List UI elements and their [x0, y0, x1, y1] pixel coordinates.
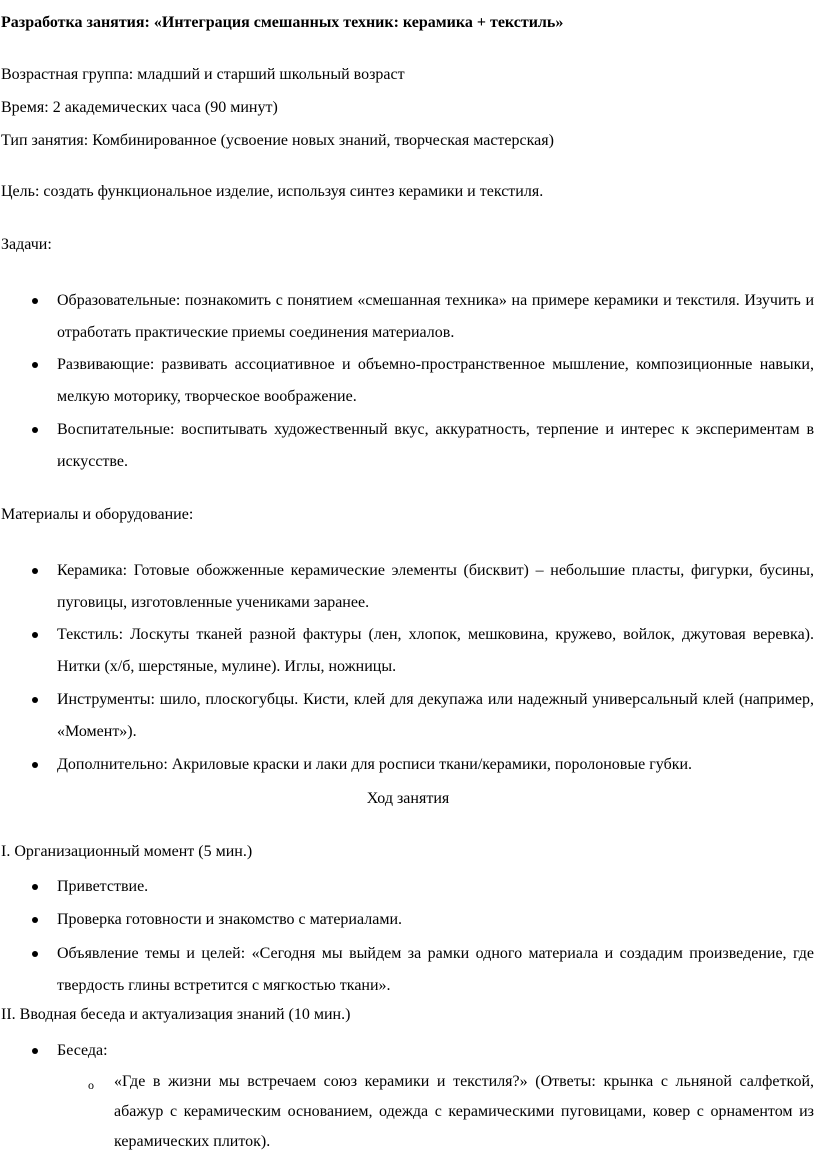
bullet-icon: [32, 1048, 38, 1054]
bullet-icon: [32, 362, 38, 368]
time-line: Время: 2 академических часа (90 минут): [1, 99, 278, 116]
bullet-icon: [32, 568, 38, 574]
section2-heading: II. Вводная беседа и актуализация знаний (10 мин.): [1, 1006, 351, 1023]
lesson-type-line: Тип занятия: Комбинированное (усвоение новых знаний, творческая мастерская): [1, 132, 554, 149]
task-item-educational: Образовательные: познакомить с понятием «смешанная техника» на примере керамики и текстиля. Изучить и отработать практические приемы соединения материалов.: [57, 292, 814, 341]
material-item-ceramics: Керамика: Готовые обожженные керамические элементы (бисквит) – небольшие пласты, фигурки, бусины, пуговицы, изготовленные учениками заранее.: [57, 562, 814, 611]
tasks-heading: Задачи:: [1, 236, 52, 253]
section1-item-greeting: Приветствие.: [57, 878, 149, 895]
material-item-additional: Дополнительно: Акриловые краски и лаки для росписи ткани/керамики, поролоновые губки.: [57, 756, 693, 773]
course-heading: Ход занятия: [366, 790, 450, 807]
materials-heading: Материалы и оборудование:: [1, 506, 194, 523]
bullet-icon: [32, 298, 38, 304]
task-item-upbringing: Воспитательные: воспитывать художественный вкус, аккуратность, терпение и интерес к экспериментам в искусстве.: [57, 421, 814, 470]
section2-subitem-question: «Где в жизни мы встречаем союз керамики и текстиля?» (Ответы: крынка с льняной салфеткой, абажур с керамическим основанием, одежда с керамическими пуговицами, ковер с орнаментом из керамических плиток).: [114, 1073, 814, 1150]
section1-item-announcement: Объявление темы и целей: «Сегодня мы выйдем за рамки одного материала и создадим произведение, где твердость глины встретится с мягкостью ткани».: [57, 945, 814, 994]
bullet-icon: [32, 762, 38, 768]
material-item-textile: Текстиль: Лоскуты тканей разной фактуры (лен, хлопок, мешковина, кружево, войлок, джутовая веревка). Нитки (х/б, шерстяные, мулине). Иглы, ножницы.: [57, 626, 814, 675]
bullet-icon: [32, 427, 38, 433]
document-title: Разработка занятия: «Интеграция смешанных техник: керамика + текстиль»: [1, 14, 564, 31]
bullet-icon: [32, 697, 38, 703]
bullet-icon: [32, 632, 38, 638]
material-item-tools: Инструменты: шило, плоскогубцы. Кисти, клей для декупажа или надежный универсальный клей (например, «Момент»).: [57, 691, 814, 740]
section1-item-check: Проверка готовности и знакомство с материалами.: [57, 911, 402, 928]
section2-item-conversation: Беседа:: [57, 1042, 108, 1059]
bullet-icon: [32, 951, 38, 957]
age-group-line: Возрастная группа: младший и старший школьный возраст: [1, 66, 405, 83]
bullet-icon: [32, 884, 38, 890]
bullet-icon: [32, 917, 38, 923]
task-item-developmental: Развивающие: развивать ассоциативное и объемно-пространственное мышление, композиционные навыки, мелкую моторику, творческое воображение.: [57, 356, 814, 405]
goal-line: Цель: создать функциональное изделие, используя синтез керамики и текстиля.: [1, 183, 544, 200]
section1-heading: I. Организационный момент (5 мин.): [1, 843, 253, 860]
sub-bullet-icon: o: [88, 1078, 94, 1092]
